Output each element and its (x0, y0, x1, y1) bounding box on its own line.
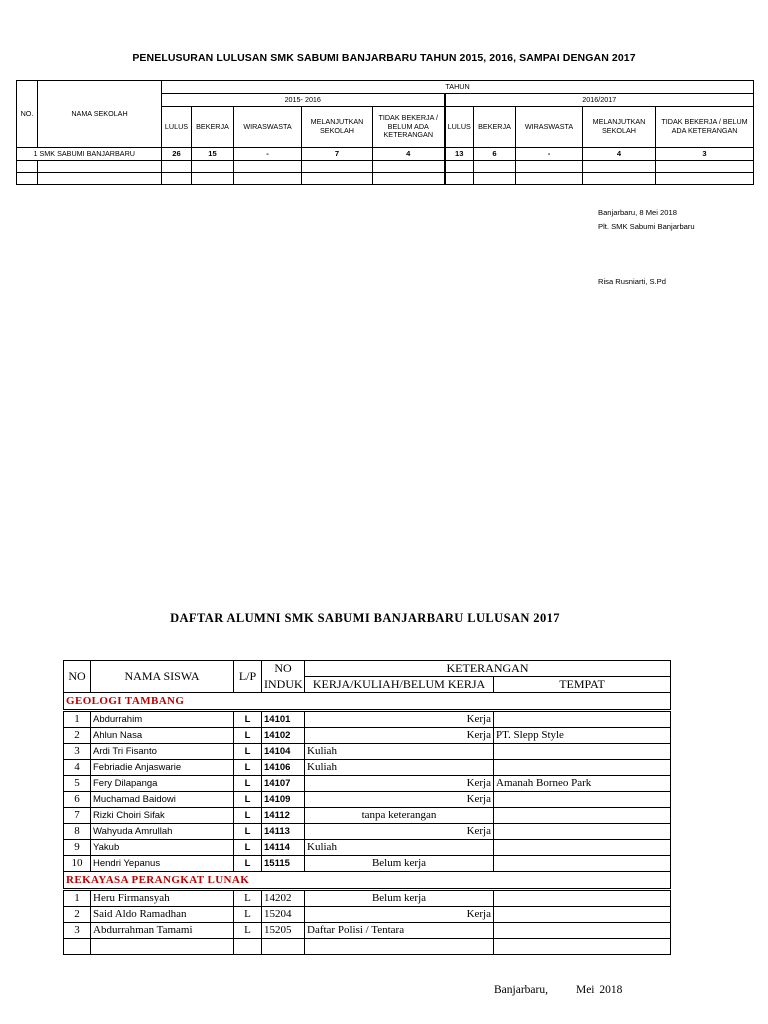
student-no: 10 (64, 856, 91, 872)
student-no: 4 (64, 760, 91, 776)
student-gender: L (234, 923, 262, 939)
report-title: PENELUSURAN LULUSAN SMK SABUMI BANJARBARU TAHUN 2015, 2016, SAMPAI DENGAN 2017 (132, 52, 636, 64)
section-header (64, 872, 671, 890)
student-name: Yakub (91, 840, 234, 856)
table-row (64, 711, 671, 728)
header-lulus: LULUS (162, 107, 192, 148)
header-period-2: 2016/2017 (445, 94, 754, 107)
header-keterangan: KETERANGAN (305, 661, 671, 677)
footer-place: Banjarbaru, (494, 984, 548, 996)
student-no-induk: 15204 (262, 907, 305, 923)
section-header (64, 693, 671, 711)
student-place (494, 840, 671, 856)
student-status: Kuliah (305, 744, 494, 760)
table-row (64, 923, 671, 939)
student-no: 6 (64, 792, 91, 808)
table-row (64, 760, 671, 776)
student-place (494, 792, 671, 808)
student-no-induk: 14101 (262, 711, 305, 728)
header-tidak-bekerja: TIDAK BEKERJA / BELUM ADA KETERANGAN (373, 107, 445, 148)
student-place (494, 824, 671, 840)
header-no-induk-1: NO (262, 661, 305, 677)
p2-bekerja: 6 (474, 148, 516, 161)
header-tempat: TEMPAT (494, 677, 671, 693)
p1-lulus: 26 (162, 148, 192, 161)
student-place (494, 808, 671, 824)
header-bekerja: BEKERJA (474, 107, 516, 148)
table-row (64, 907, 671, 923)
p1-bekerja: 15 (192, 148, 234, 161)
header-period-1: 2015- 2016 (162, 94, 445, 107)
student-no: 1 (64, 711, 91, 728)
footer-date: Mei 2018 (575, 984, 623, 996)
student-status: Kuliah (305, 760, 494, 776)
student-status: Kerja (305, 792, 494, 808)
student-gender: L (234, 808, 262, 824)
student-name: Abdurrahim (91, 711, 234, 728)
table-row (64, 890, 671, 907)
student-gender: L (234, 728, 262, 744)
student-name: Hendri Yepanus (91, 856, 234, 872)
header-tidak-bekerja: TIDAK BEKERJA / BELUM ADA KETERANGAN (656, 107, 754, 148)
student-name: Abdurrahman Tamami (91, 923, 234, 939)
student-status: Belum kerja (305, 890, 494, 907)
student-name: Rizki Choiri Sifak (91, 808, 234, 824)
student-no: 5 (64, 776, 91, 792)
student-name: Muchamad Baidowi (91, 792, 234, 808)
student-status: Kerja (305, 711, 494, 728)
student-gender: L (234, 792, 262, 808)
student-no: 2 (64, 728, 91, 744)
header-wiraswasta: WIRASWASTA (516, 107, 583, 148)
table-row (64, 840, 671, 856)
student-no-induk: 14113 (262, 824, 305, 840)
table-row (64, 792, 671, 808)
student-gender: L (234, 760, 262, 776)
student-no: 9 (64, 840, 91, 856)
student-name: Fery Dilapanga (91, 776, 234, 792)
student-no: 3 (64, 923, 91, 939)
student-status: Kerja (305, 907, 494, 923)
header-bekerja: BEKERJA (192, 107, 234, 148)
student-place (494, 856, 671, 872)
student-no-induk: 14102 (262, 728, 305, 744)
signature-name: Risa Rusniarti, S.Pd (598, 277, 666, 286)
table-row (64, 744, 671, 760)
p1-melanjutkan: 7 (302, 148, 373, 161)
alumni-title: DAFTAR ALUMNI SMK SABUMI BANJARBARU LULUSAN 2017 (170, 611, 560, 625)
student-no-induk: 14104 (262, 744, 305, 760)
header-wiraswasta: WIRASWASTA (234, 107, 302, 148)
table-row (64, 939, 671, 955)
header-no: NO (64, 661, 91, 693)
student-status: Kerja (305, 728, 494, 744)
student-status: Daftar Polisi / Tentara (305, 923, 494, 939)
student-no-induk: 14109 (262, 792, 305, 808)
header-lulus: LULUS (445, 107, 474, 148)
p1-tidak: 4 (373, 148, 445, 161)
student-no-induk: 15115 (262, 856, 305, 872)
student-gender: L (234, 744, 262, 760)
table-row (17, 148, 754, 161)
student-gender: L (234, 711, 262, 728)
student-status: Kerja (305, 824, 494, 840)
section-title: GEOLOGI TAMBANG (64, 693, 671, 711)
header-school-name: NAMA SEKOLAH (38, 81, 162, 148)
student-place (494, 907, 671, 923)
p2-tidak: 3 (656, 148, 754, 161)
student-no: 1 (64, 890, 91, 907)
student-no-induk: 14106 (262, 760, 305, 776)
table-row (64, 776, 671, 792)
student-no-induk: 14107 (262, 776, 305, 792)
header-tahun: TAHUN (162, 81, 754, 94)
student-status: Kerja (305, 776, 494, 792)
student-status: tanpa keterangan (305, 808, 494, 824)
student-status: Kuliah (305, 840, 494, 856)
graduate-tracking-table (16, 80, 754, 185)
student-name: Wahyuda Amrullah (91, 824, 234, 840)
p2-lulus: 13 (445, 148, 474, 161)
footer-place-date (494, 984, 622, 996)
table-row (64, 856, 671, 872)
student-no: 8 (64, 824, 91, 840)
student-place (494, 923, 671, 939)
student-place (494, 760, 671, 776)
table-row (17, 173, 754, 185)
header-gender: L/P (234, 661, 262, 693)
student-no-induk: 14202 (262, 890, 305, 907)
table-row (64, 728, 671, 744)
student-gender: L (234, 890, 262, 907)
student-place: Amanah Borneo Park (494, 776, 671, 792)
row-school: SMK SABUMI BANJARBARU (38, 148, 162, 161)
header-kerja: KERJA/KULIAH/BELUM KERJA (305, 677, 494, 693)
p1-wiraswasta: - (234, 148, 302, 161)
header-melanjutkan: MELANJUTKAN SEKOLAH (302, 107, 373, 148)
student-place (494, 890, 671, 907)
student-gender: L (234, 776, 262, 792)
student-place (494, 711, 671, 728)
student-no-induk: 14114 (262, 840, 305, 856)
student-gender: L (234, 840, 262, 856)
student-place (494, 744, 671, 760)
signature-position: Plt. SMK Sabumi Banjarbaru (598, 222, 695, 231)
student-no: 7 (64, 808, 91, 824)
student-no: 3 (64, 744, 91, 760)
student-place: PT. Slepp Style (494, 728, 671, 744)
table-row (64, 824, 671, 840)
student-no-induk: 15205 (262, 923, 305, 939)
header-no-induk-2: INDUK (262, 677, 305, 693)
student-name: Febriadie Anjaswarie (91, 760, 234, 776)
student-no-induk: 14112 (262, 808, 305, 824)
student-gender: L (234, 907, 262, 923)
table-row (17, 161, 754, 173)
table-row (64, 808, 671, 824)
student-no: 2 (64, 907, 91, 923)
p2-melanjutkan: 4 (583, 148, 656, 161)
row-no: 1 (17, 148, 38, 161)
signature-place-date: Banjarbaru, 8 Mei 2018 (598, 208, 677, 217)
student-gender: L (234, 856, 262, 872)
alumni-table (63, 660, 671, 955)
header-melanjutkan: MELANJUTKAN SEKOLAH (583, 107, 656, 148)
student-gender: L (234, 824, 262, 840)
p2-wiraswasta: - (516, 148, 583, 161)
student-status: Belum kerja (305, 856, 494, 872)
section-title: REKAYASA PERANGKAT LUNAK (64, 872, 671, 890)
header-student-name: NAMA SISWA (91, 661, 234, 693)
student-name: Said Aldo Ramadhan (91, 907, 234, 923)
header-no: NO. (17, 81, 38, 148)
student-name: Ahlun Nasa (91, 728, 234, 744)
student-name: Ardi Tri Fisanto (91, 744, 234, 760)
student-name: Heru Firmansyah (91, 890, 234, 907)
